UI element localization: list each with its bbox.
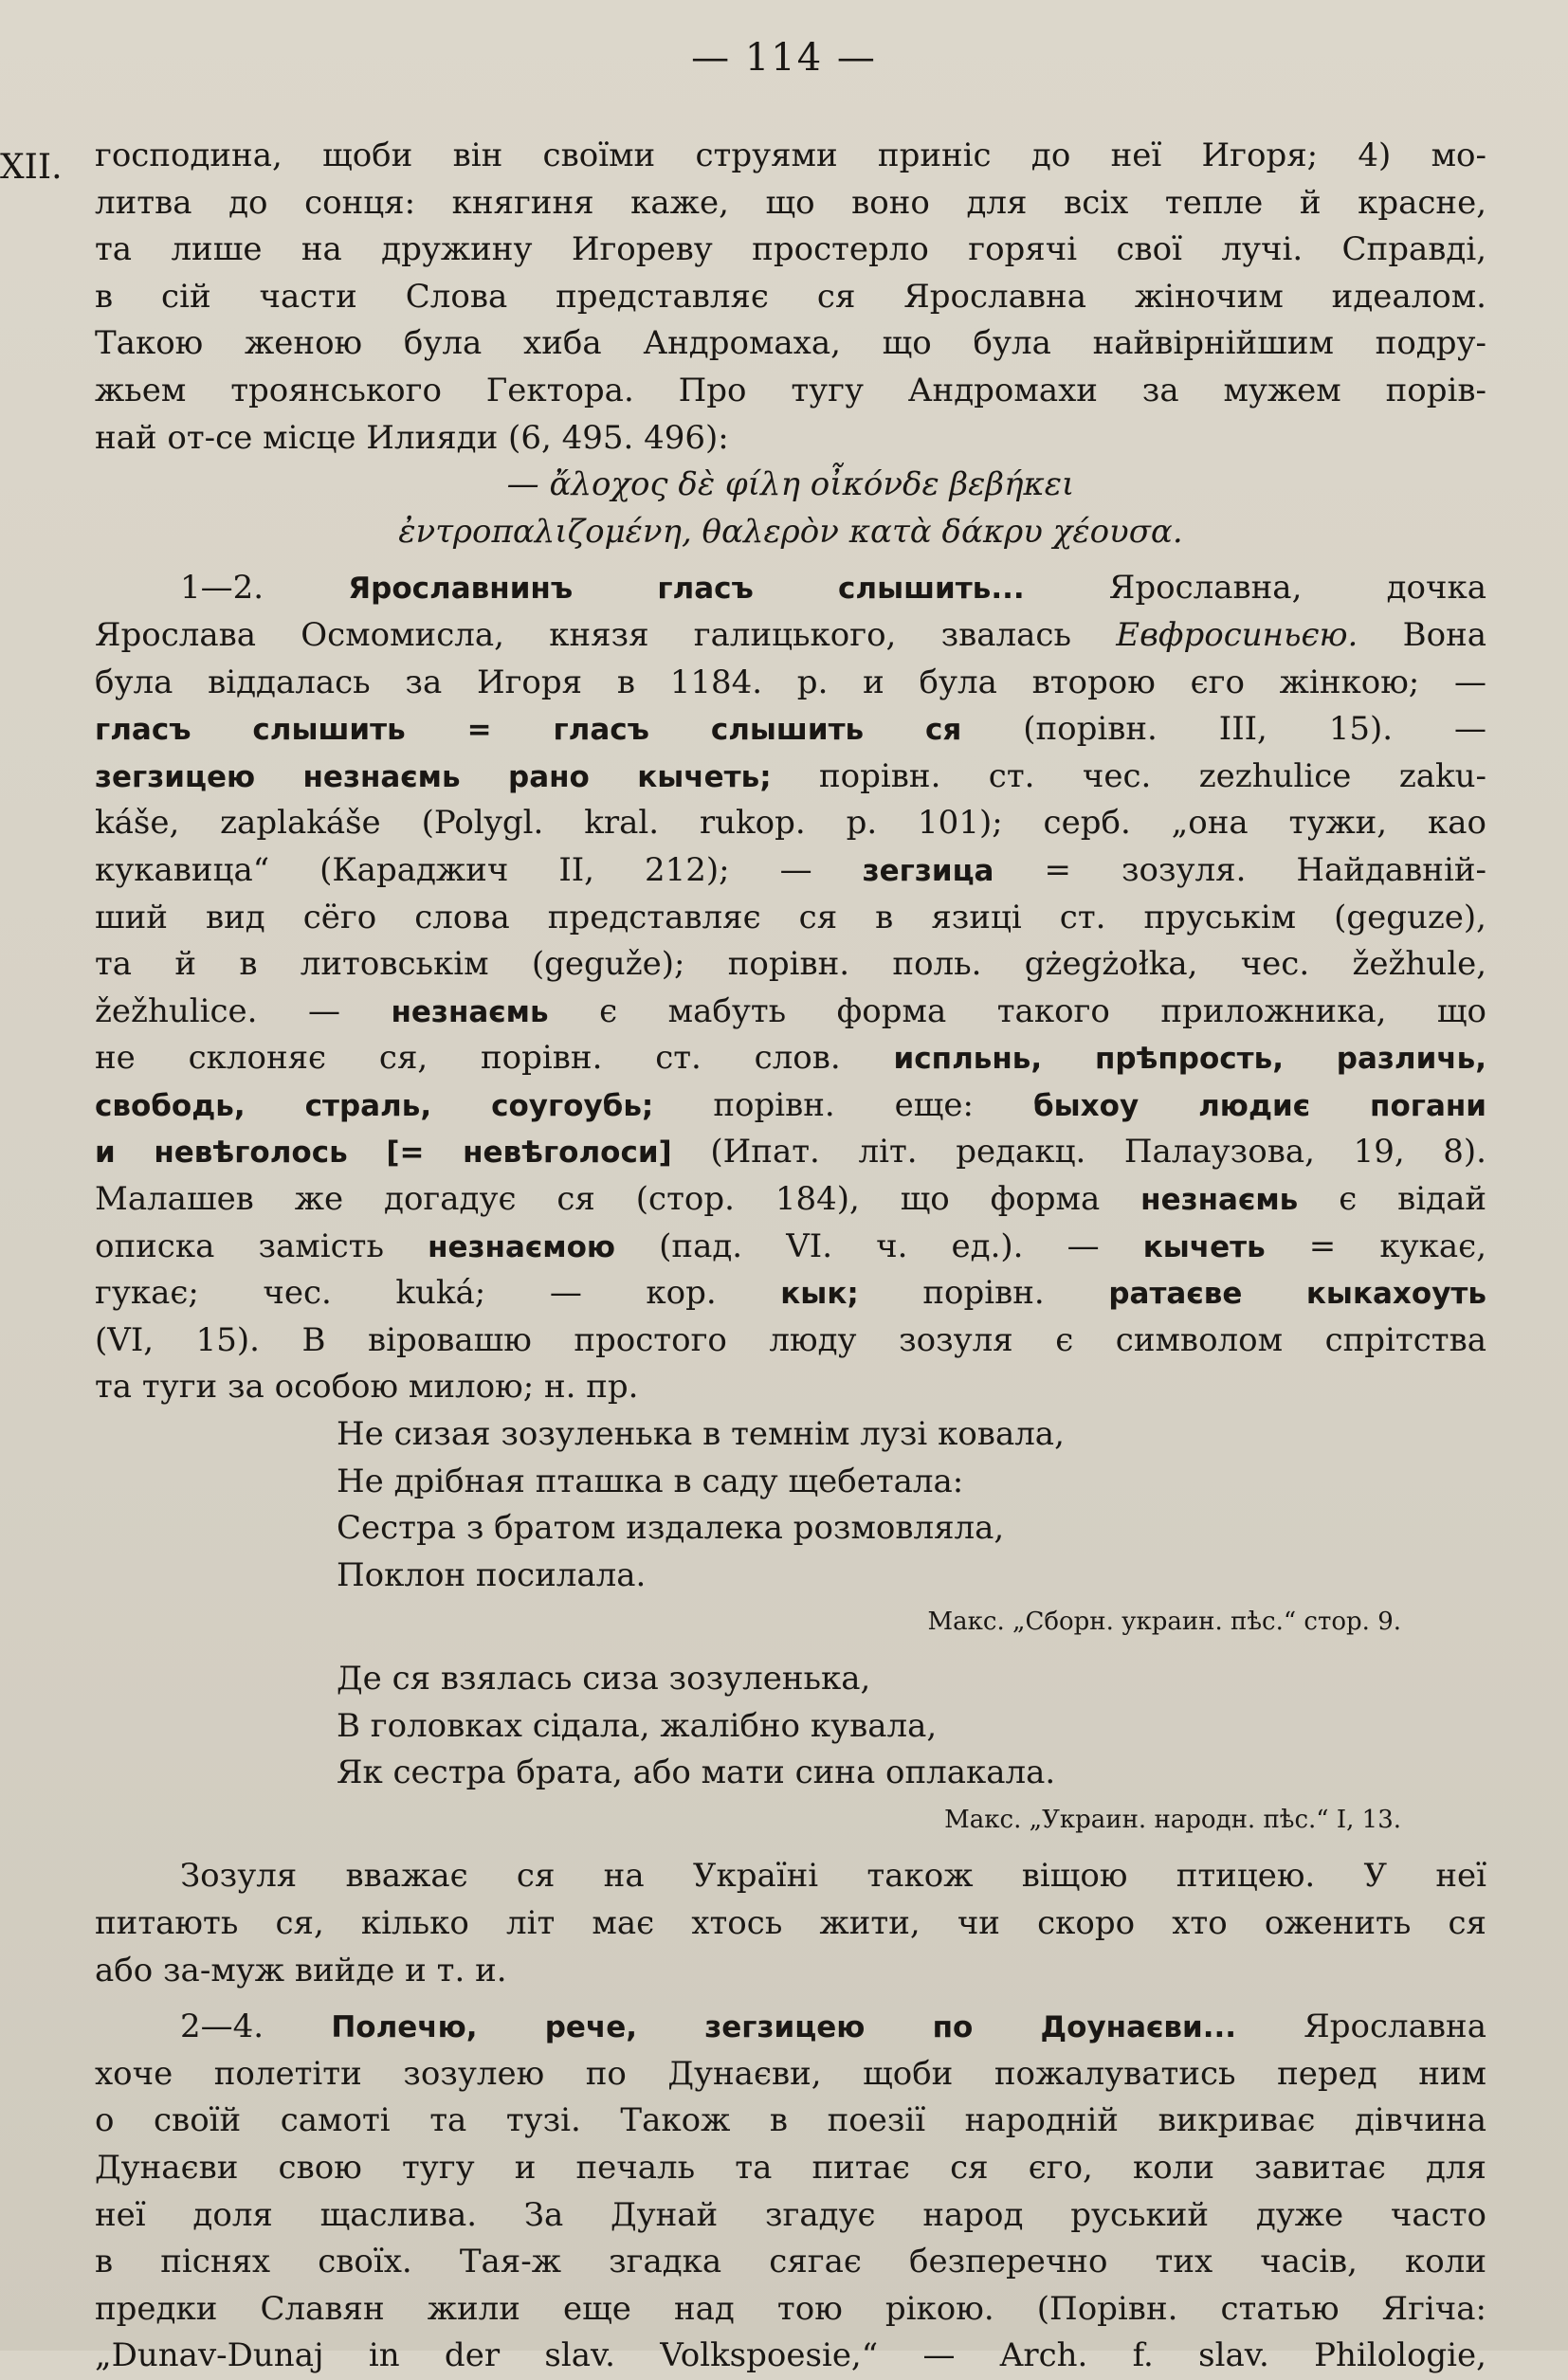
church-slavonic-lemma: незнаємою (428, 1229, 616, 1264)
text-fragment: Ярославна (1304, 2008, 1486, 2046)
text-line: та туги за особою милою; н. пр. (95, 1368, 639, 1407)
text-line (95, 1176, 1486, 1224)
text-fragment: кукавица“ (Караджич II, 212); — (95, 850, 812, 889)
church-slavonic-lemma: кык; (780, 1277, 859, 1312)
text-line: (VI, 15). В віровашю простого люду зозуля є символом спрітства (95, 1320, 1486, 1359)
text-line (95, 1224, 1486, 1271)
text-line (95, 1270, 1486, 1317)
text-line (95, 754, 1486, 801)
italic-name: Евфросиньєю. (1116, 615, 1358, 654)
text-fragment: не склоняє ся, порівн. ст. слов. (95, 1039, 841, 1078)
church-slavonic-lemma: незнаємь (391, 994, 549, 1029)
text-fragment: порівн. ст. чес. zezhulice zaku- (819, 756, 1486, 795)
text-line: Дунаєви свою тугу и печаль та питає ся єго, коли завитає для (95, 2148, 1486, 2187)
text-line: та лише на дружину Игореву простерло горячі свої лучі. Справді, (95, 230, 1486, 269)
church-slavonic-lemma: испльнь, прѣпрость, различь, (893, 1042, 1487, 1077)
text-line: предки Славян жили еще над тою рікою. (Порівн. статью Ягіча: (95, 2289, 1486, 2328)
text-fragment: (пад. VI. ч. ед.). — (659, 1226, 1100, 1265)
section-mark: XII. (0, 148, 63, 187)
text-fragment: = кукає, (1308, 1226, 1487, 1265)
text-line: в сій части Слова представляє ся Ярославна жіночим идеалом. (95, 277, 1486, 316)
verse-line: Не дрібная пташка в саду щебетала: (337, 1462, 964, 1500)
page-number: — 114 — (691, 36, 877, 80)
text-line (95, 1082, 1486, 1130)
text-fragment: порівн. еще: (713, 1085, 974, 1124)
text-line: в піснях своїх. Тая-ж згадка сягає безперечно тих часів, коли (95, 2243, 1486, 2281)
church-slavonic-lemma: и невѣголось [= невѣголоси] (95, 1135, 672, 1171)
text-fragment: Ярослава Осмомисла, князя галицького, звалась (95, 615, 1071, 654)
verse-source: Макс. „Сборн. украин. пѣс.“ стор. 9. (927, 1608, 1401, 1637)
text-line (95, 706, 1486, 754)
body-text (95, 133, 1486, 2380)
church-slavonic-lemma: Полечю, рече, зегзицею по Доунаєви... (331, 2010, 1237, 2045)
text-line: жьем троянського Гектора. Про тугу Андромахи за мужем порів- (95, 371, 1486, 409)
text-line: або за-муж вийде и т. и. (95, 1951, 507, 1989)
church-slavonic-lemma: незнаємь (1140, 1183, 1299, 1218)
text-fragment: žežhulice. — (95, 991, 340, 1030)
greek-quote-line: — ἄλοχος δὲ φίλη οἶκόνδε βεβήκει (506, 465, 1075, 504)
text-fragment: (Ипат. літ. редакц. Палаузова, 19, 8). (710, 1133, 1486, 1172)
text-fragment: описка замість (95, 1226, 384, 1265)
text-line: хоче полетіти зозулею по Дунаєви, щоби пожалуватись перед ним (95, 2054, 1486, 2093)
text-line (95, 1035, 1486, 1082)
paragraph-heading-line (95, 565, 1486, 612)
text-line (95, 847, 1486, 895)
text-line: „Dunav-Dunaj in der slav. Volkspoesie,“ — Arch. f. slav. Philologie, (95, 2336, 1486, 2375)
verse-line: В головках сідала, жалібно кувала, (337, 1706, 938, 1745)
text-line (95, 1129, 1486, 1176)
verse-line: Не сизая зозуленька в темнім лузі ковала, (337, 1415, 1065, 1454)
text-fragment: Малашев же догадує ся (стор. 184), що форма (95, 1180, 1101, 1219)
paragraph-heading-line (95, 2004, 1486, 2051)
greek-quote-line: ἐντροπαλιζομένη, θαλερὸν κατὰ δάκρυ χέουσα. (398, 512, 1183, 551)
text-fragment: гукає; чес. kuká; — кор. (95, 1274, 717, 1313)
verse-line: Сестра з братом издалека розмовляла, (337, 1509, 1005, 1548)
text-fragment: порівн. (922, 1274, 1045, 1313)
text-line: литва до сонця: княгиня каже, що воно для всіх тепле й красне, (95, 183, 1486, 222)
text-fragment: (порівн. III, 15). — (1023, 710, 1486, 749)
text-fragment: Ярославна, дочка (1108, 569, 1486, 608)
text-line: о своїй самоті та тузі. Також в поезії народній викриває дівчина (95, 2101, 1486, 2140)
verse-line: Де ся взялась сиза зозуленька, (337, 1660, 871, 1698)
verse-line: Поклон посилала. (337, 1555, 647, 1594)
verse-line: Як сестра брата, або мати сина оплакала. (337, 1753, 1056, 1792)
text-fragment: є мабуть форма такого приложника, що (599, 991, 1487, 1030)
verse-source: Макс. „Украин. народн. пѣс.“ I, 13. (944, 1805, 1401, 1834)
text-line: ший вид сёго слова представляє ся в язиці ст. пруськім (geguze), (95, 898, 1486, 936)
text-line: Зозуля вважає ся на Україні також віщою птицею. У неї (180, 1857, 1486, 1896)
church-slavonic-lemma: гласъ слышить = гласъ слышить ся (95, 713, 962, 748)
text-line: Такою женою була хиба Андромаха, що була найвірнійшим подру- (95, 324, 1486, 363)
text-fragment: Вона (1402, 615, 1486, 654)
text-line: була віддалась за Игоря в 1184. р. и була второю єго жінкою; — (95, 663, 1486, 701)
verse-reference: 1—2. (180, 569, 264, 608)
church-slavonic-lemma: свободь, страль, соугоубь; (95, 1088, 654, 1123)
text-line: най от-се місце Илияди (6, 495. 496): (95, 418, 729, 457)
text-line: господина, щоби він своїми струями приніс до неї Игоря; 4) мо- (95, 136, 1486, 174)
church-slavonic-lemma: кычеть (1142, 1229, 1266, 1264)
text-line: неї доля щаслива. За Дунай згадує народ руський дуже часто (95, 2195, 1486, 2234)
church-slavonic-lemma: Ярославнинъ гласъ слышить... (348, 572, 1025, 607)
text-line: питають ся, кілько літ має хтось жити, чи скоро хто оженить ся (95, 1903, 1486, 1942)
church-slavonic-lemma: ратаєве кыкахоуть (1108, 1277, 1486, 1312)
text-fragment: = зозуля. Найдавній- (1044, 850, 1486, 889)
church-slavonic-lemma: зегзица (862, 853, 994, 888)
text-line (95, 989, 1486, 1036)
text-fragment: є відай (1339, 1180, 1487, 1219)
verse-reference: 2—4. (180, 2008, 264, 2046)
church-slavonic-lemma: быхоу людиє погани (1032, 1088, 1487, 1123)
text-line (95, 612, 1486, 660)
text-line: káše, zaplakáše (Polygl. kral. rukop. p. 101); серб. „она тужи, као (95, 804, 1486, 843)
text-line: та й в литовськім (geguže); порівн. поль. gżegżołka, чес. žežhule, (95, 945, 1486, 984)
church-slavonic-lemma: зегзицею незнаємь рано кычеть; (95, 759, 772, 794)
